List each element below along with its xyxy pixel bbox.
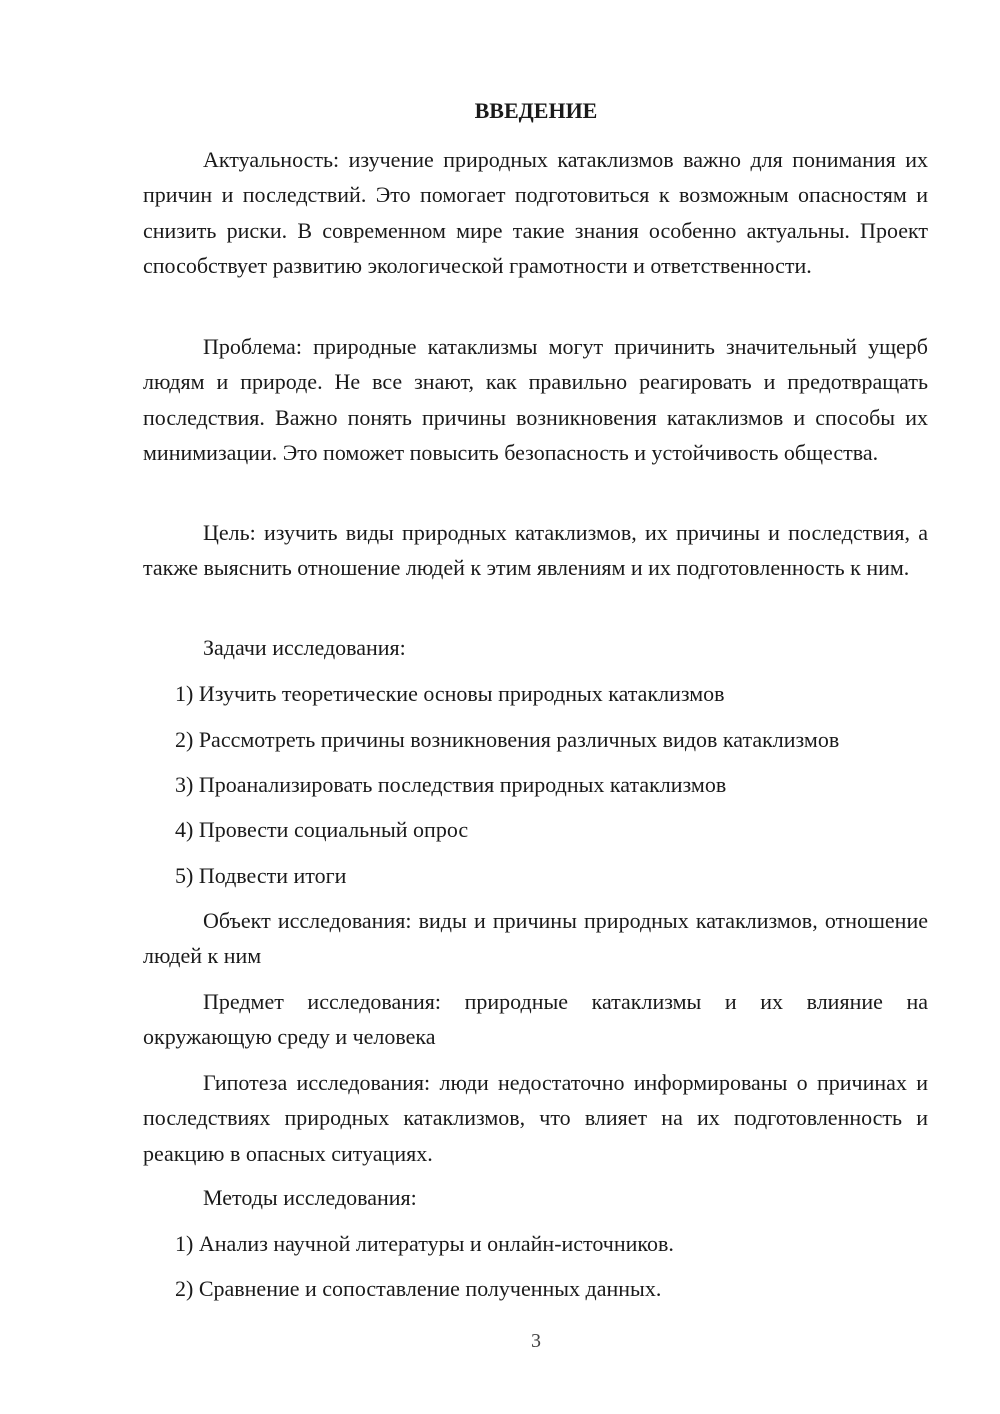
paragraph-subject: Предмет исследования: природные катаклизмы и их влияние на окружающую среду и человека — [143, 989, 928, 1050]
task-item-1: 1) Изучить теоретические основы природных катаклизмов — [175, 681, 725, 706]
section-heading: ВВЕДЕНИЕ — [474, 98, 598, 123]
paragraph-object: Объект исследования: виды и причины природных катаклизмов, отношение людей к ним — [143, 908, 928, 969]
task-item-2: 2) Рассмотреть причины возникновения различных видов катаклизмов — [175, 727, 840, 752]
paragraph-hypothesis: Гипотеза исследования: люди недостаточно информированы о причинах и последствиях природных катаклизмов, что влияет на их подготовленность и реакцию в опасных ситуациях. — [143, 1070, 928, 1166]
task-item-4: 4) Провести социальный опрос — [175, 817, 469, 842]
task-item-3: 3) Проанализировать последствия природных катаклизмов — [175, 772, 727, 797]
paragraph-goal: Цель: изучить виды природных катаклизмов, их причины и последствия, а также выяснить отношение людей к этим явлениям и их подготовленность к ним. — [143, 520, 928, 581]
task-item-5: 5) Подвести итоги — [175, 863, 347, 888]
methods-label: Методы исследования: — [203, 1185, 417, 1210]
page-number: 3 — [531, 1330, 541, 1352]
paragraph-relevance: Актуальность: изучение природных катаклизмов важно для понимания их причин и последствий. Это помогает подготовиться к возможным опасностям и снизить риски. В современном мире такие знания особенно актуальны. Проект способствует развитию экологической грамотности и ответственности. — [143, 147, 928, 279]
method-item-2: 2) Сравнение и сопоставление полученных данных. — [175, 1276, 662, 1301]
tasks-label: Задачи исследования: — [203, 635, 406, 660]
paragraph-problem: Проблема: природные катаклизмы могут причинить значительный ущерб людям и природе. Не все знают, как правильно реагировать и предотвращать последствия. Важно понять причины возникновения катаклизмов и способы их минимизации. Это поможет повысить безопасность и устойчивость общества. — [143, 334, 928, 466]
method-item-1: 1) Анализ научной литературы и онлайн-источников. — [175, 1231, 674, 1256]
